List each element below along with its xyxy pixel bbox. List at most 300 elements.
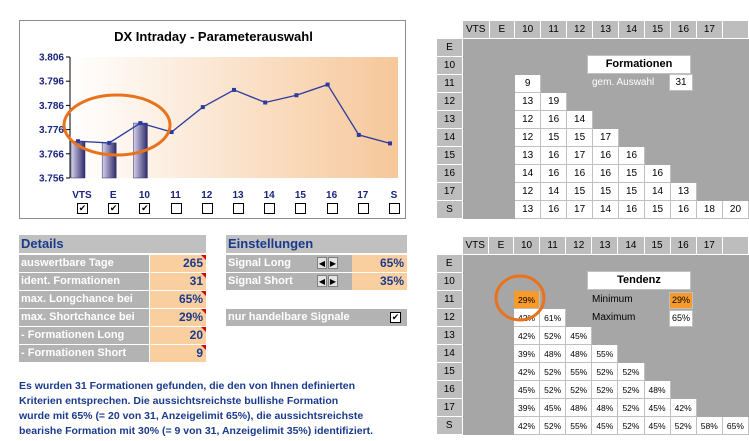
grid-empty-cell [696,291,722,309]
grid-empty-cell [541,75,567,93]
y-tick-label: 3.796 [38,76,64,88]
grid-empty-cell [670,111,696,129]
details-row [19,309,206,326]
grid-empty-cell [670,327,696,345]
grid-empty-cell [462,75,489,93]
grid-value-cell: 52% [540,363,566,381]
tradable-signals-label: nur handelbare Signale [226,309,407,326]
grid-value-cell: 20 [722,201,748,219]
grid-empty-cell [670,93,696,111]
grid-empty-cell [696,183,722,201]
grid-value-cell: 15 [593,183,619,201]
grid-empty-cell [489,93,515,111]
grid-empty-cell [670,147,696,165]
grid-empty-cell [566,309,592,327]
grid-row [437,345,749,363]
grid-empty-cell [722,57,748,75]
y-tick-label: 3.766 [38,149,64,161]
grid-value-cell: 16 [645,165,671,183]
grid-empty-cell [462,381,488,399]
grid-empty-cell [462,129,489,147]
y-tick-label: 3.786 [38,100,64,112]
settings-header: Einstellungen [226,235,407,253]
grid-empty-cell [722,129,748,147]
grid-empty-cell [462,417,488,435]
comment-marker [201,309,206,314]
grid-value-cell: 15 [567,129,593,147]
y-tick-label: 3.806 [38,52,64,64]
grid-col-header: 13 [593,21,619,39]
grid-value-cell: 48% [566,399,592,417]
grid-empty-cell [670,345,696,363]
details-label: max. Shortchance bei [19,309,149,326]
bar-VTS [71,141,85,178]
grid-empty-cell [462,345,488,363]
grid-empty-cell [722,255,748,273]
grid-value-cell: 52% [618,417,644,435]
grid-value-cell: 14 [645,183,671,201]
grid-row-header: 11 [437,75,463,93]
formations-grid [436,20,749,219]
grid-empty-cell [488,291,513,309]
grid-value-cell: 12 [515,111,541,129]
grid-empty-cell [696,93,722,111]
signal-long-label: Signal Long [226,255,352,272]
data-point [232,88,236,92]
grid-value-cell: 52% [618,363,644,381]
grid-empty-cell [645,39,671,57]
grid-row-header: 13 [437,327,463,345]
grid-col-header [722,237,748,255]
grid-value-cell: 16 [619,147,645,165]
grid-value-cell: 17 [567,147,593,165]
grid-value-cell: 52% [566,381,592,399]
grid-empty-cell [462,39,489,57]
tendency-max-value: 65% [669,310,693,327]
grid-empty-cell [645,111,671,129]
grid-col-header: VTS [462,21,489,39]
grid-value-cell: 15 [567,183,593,201]
category-checkboxes [20,203,407,215]
grid-empty-cell [593,39,619,57]
grid-empty-cell [670,255,696,273]
grid-empty-cell [462,147,489,165]
grid-empty-cell [644,309,670,327]
grid-value-cell: 16 [541,147,567,165]
tradable-signals-checkbox[interactable]: ✔ [391,312,400,322]
grid-row [437,255,749,273]
grid-empty-cell [619,129,645,147]
grid-empty-cell [462,309,488,327]
category-checkbox-12[interactable] [202,203,213,214]
grid-row-header: E [437,39,463,57]
grid-empty-cell [488,273,513,291]
grid-empty-cell [462,363,488,381]
grid-empty-cell [462,255,488,273]
chart-panel [19,20,406,219]
grid-value-cell: 52% [540,381,566,399]
grid-empty-cell [644,327,670,345]
x-tick-label: 10 [138,190,150,201]
grid-empty-cell [696,399,722,417]
grid-empty-cell [696,381,722,399]
grid-empty-cell [515,57,541,75]
details-label: max. Longchance bei [19,291,149,308]
grid-row-header: 15 [437,363,463,381]
grid-col-header: VTS [462,237,488,255]
grid-row [437,381,749,399]
grid-value-cell: 12 [515,129,541,147]
grid-empty-cell [488,327,513,345]
grid-empty-cell [488,417,513,435]
category-checkbox-17[interactable] [358,203,369,214]
grid-empty-cell [696,165,722,183]
grid-empty-cell [722,381,748,399]
grid-empty-cell [696,129,722,147]
grid-value-cell: 17 [593,129,619,147]
grid-value-cell: 14 [593,201,619,219]
data-point [107,141,111,145]
grid-row [437,165,749,183]
grid-col-header: E [489,21,515,39]
grid-value-cell: 13 [515,201,541,219]
grid-value-cell: 12 [515,183,541,201]
details-row [19,291,206,308]
grid-empty-cell [488,309,513,327]
grid-empty-cell [722,111,748,129]
grid-value-cell: 29% [513,291,539,309]
grid-value-cell: 13 [670,183,696,201]
grid-empty-cell [722,309,748,327]
grid-value-cell: 16 [541,111,567,129]
grid-col-header: 10 [515,21,541,39]
details-value: 265 [150,255,206,272]
grid-value-cell: 16 [593,147,619,165]
grid-value-cell: 42% [513,327,539,345]
grid-value-cell: 16 [619,201,645,219]
details-label: ident. Formationen [19,273,149,290]
x-tick-label: 12 [201,190,213,201]
grid-value-cell: 48% [644,381,670,399]
formations-info-value: 31 [669,74,693,91]
data-point [263,100,267,104]
grid-empty-cell [489,39,515,57]
grid-empty-cell [722,291,748,309]
signal-short-label: Signal Short [226,273,352,290]
grid-col-header: 12 [566,237,592,255]
grid-empty-cell [645,147,671,165]
grid-empty-cell [619,111,645,129]
grid-row [437,327,749,345]
grid-empty-cell [722,399,748,417]
x-tick-label: VTS [72,190,92,201]
category-checkbox-11[interactable] [171,203,182,214]
grid-value-cell: 13 [515,93,541,111]
grid-empty-cell [462,327,488,345]
formations-info-label: gem. Auswahl [592,77,655,88]
grid-col-header: 17 [696,237,722,255]
grid-empty-cell [670,39,696,57]
signal-short-decrease-button[interactable]: ◀ [318,277,326,286]
grid-empty-cell [541,39,567,57]
grid-col-header: 14 [618,237,644,255]
tendency-min-value: 29% [669,292,693,309]
grid-row [437,147,749,165]
details-row [19,345,206,362]
details-value: 29% [150,309,206,326]
summary-line: wurde mit 65% (= 20 von 31, Anzeigelimit 65%), die aussichtsreichste [19,410,364,422]
x-tick-label: 11 [170,190,181,201]
grid-value-cell: 45% [644,399,670,417]
grid-col-header: 10 [513,237,539,255]
grid-col-header: 13 [592,237,618,255]
grid-empty-cell [489,147,515,165]
grid-empty-cell [618,327,644,345]
grid-empty-cell [696,345,722,363]
data-point [357,133,361,137]
grid-empty-cell [696,327,722,345]
grid-empty-cell [489,129,515,147]
grid-row-header: 10 [437,273,463,291]
grid-corner [437,237,463,255]
x-tick-label: 13 [232,190,244,201]
formations-info-title: Formationen [587,55,691,74]
x-tick-label: 17 [357,190,369,201]
grid-value-cell: 13 [515,147,541,165]
grid-empty-cell [540,255,566,273]
grid-value-cell: 14 [541,183,567,201]
grid-row [437,111,749,129]
data-point [294,93,298,97]
grid-empty-cell [645,129,671,147]
grid-empty-cell [513,273,539,291]
grid-empty-cell [670,165,696,183]
grid-value-cell: 42% [513,417,539,435]
grid-col-header [722,21,748,39]
grid-value-cell: 15 [645,201,671,219]
grid-value-cell: 65% [722,417,748,435]
y-tick-label: 3.756 [38,173,64,185]
grid-empty-cell [593,111,619,129]
grid-empty-cell [696,273,722,291]
grid-value-cell: 48% [566,345,592,363]
grid-empty-cell [593,93,619,111]
summary-line: Kriterien entsprechen. Die aussichtsreichste bullishe Formation [19,395,339,407]
grid-empty-cell [488,363,513,381]
grid-col-header: 14 [619,21,645,39]
grid-empty-cell [540,291,566,309]
grid-empty-cell [489,75,515,93]
grid-empty-cell [488,399,513,417]
grid-empty-cell [462,93,489,111]
grid-empty-cell [567,75,593,93]
grid-empty-cell [515,39,541,57]
grid-value-cell: 52% [618,399,644,417]
grid-empty-cell [696,39,722,57]
grid-col-header: 17 [696,21,722,39]
grid-empty-cell [645,93,671,111]
grid-empty-cell [696,147,722,165]
signal-long-increase-button[interactable]: ▶ [329,259,337,268]
grid-empty-cell [670,363,696,381]
grid-empty-cell [722,273,748,291]
grid-empty-cell [618,255,644,273]
category-checkbox-10[interactable]: ✔ [141,203,149,213]
grid-empty-cell [696,255,722,273]
grid-value-cell: 48% [592,399,618,417]
grid-row-header: 16 [437,165,463,183]
grid-empty-cell [722,147,748,165]
grid-empty-cell [722,165,748,183]
grid-row [437,39,749,57]
grid-value-cell: 55% [592,345,618,363]
grid-row-header: 15 [437,147,463,165]
data-point [138,121,142,125]
data-point [326,83,330,87]
grid-row [437,201,749,219]
grid-value-cell: 55% [566,363,592,381]
grid-col-header: 15 [645,21,671,39]
grid-empty-cell [670,129,696,147]
grid-row [437,183,749,201]
grid-row [437,93,749,111]
grid-value-cell: 52% [670,417,696,435]
grid-value-cell: 17 [567,201,593,219]
grid-value-cell: 45% [566,327,592,345]
signal-short-increase-button[interactable]: ▶ [329,277,337,286]
grid-value-cell: 52% [592,363,618,381]
grid-row-header: 13 [437,111,463,129]
grid-value-cell: 52% [540,327,566,345]
grid-col-header: 16 [670,237,696,255]
grid-empty-cell [644,363,670,381]
grid-value-cell: 45% [513,381,539,399]
grid-col-header: 11 [541,21,567,39]
grid-empty-cell [541,57,567,75]
grid-value-cell: 15 [619,183,645,201]
grid-empty-cell [619,93,645,111]
grid-value-cell: 14 [567,111,593,129]
grid-row [437,363,749,381]
grid-value-cell: 45% [540,399,566,417]
details-value: 65% [150,291,206,308]
grid-value-cell: 52% [592,381,618,399]
grid-row-header: 12 [437,93,463,111]
grid-empty-cell [462,111,489,129]
comment-marker [201,255,206,260]
grid-empty-cell [722,75,748,93]
grid-empty-cell [489,183,515,201]
details-label: - Formationen Long [19,327,149,344]
grid-value-cell: 16 [541,201,567,219]
grid-empty-cell [462,165,489,183]
grid-value-cell: 19 [541,93,567,111]
data-point [170,130,174,134]
category-checkbox-16[interactable] [327,203,338,214]
grid-empty-cell [592,327,618,345]
grid-value-cell: 55% [566,417,592,435]
grid-col-header: 12 [567,21,593,39]
tendency-info-title: Tendenz [587,271,691,290]
grid-empty-cell [489,111,515,129]
grid-value-cell: 16 [670,201,696,219]
summary-line: bearishe Formation mit 30% (= 9 von 31, Anzeigelimit 35%) identifiziert. [19,425,374,437]
grid-value-cell: 58% [696,417,722,435]
grid-empty-cell [567,39,593,57]
signal-long-decrease-button[interactable]: ◀ [318,259,326,268]
signal-long-value: 65% [352,255,407,272]
data-point [201,105,205,109]
grid-empty-cell [488,345,513,363]
signal-short-value: 35% [352,273,407,290]
grid-row-header: 10 [437,57,463,75]
grid-empty-cell [462,57,489,75]
comment-marker [201,345,206,350]
grid-value-cell: 9 [515,75,541,93]
grid-empty-cell [592,255,618,273]
grid-value-cell: 15 [541,129,567,147]
bar-10 [133,123,147,178]
grid-empty-cell [619,39,645,57]
grid-empty-cell [696,111,722,129]
category-checkbox-VTS[interactable]: ✔ [78,203,87,213]
grid-empty-cell [462,183,489,201]
grid-value-cell: 14 [515,165,541,183]
grid-row-header: 14 [437,345,463,363]
grid-empty-cell [670,381,696,399]
category-checkbox-14[interactable] [264,203,275,214]
grid-empty-cell [644,291,670,309]
grid-empty-cell [696,57,722,75]
details-row [19,273,206,290]
grid-empty-cell [696,363,722,381]
grid-value-cell: 42% [513,363,539,381]
x-tick-label: S [390,190,398,201]
category-checkbox-13[interactable] [233,203,244,214]
y-tick-label: 3.776 [38,125,64,137]
category-checkbox-E[interactable]: ✔ [109,203,118,213]
tendency-min-label: Minimum [592,294,633,305]
grid-value-cell: 15 [619,165,645,183]
comment-marker [201,273,206,278]
comment-marker [201,327,206,332]
grid-row-header: 12 [437,309,463,327]
grid-empty-cell [722,183,748,201]
details-row [19,327,206,344]
grid-value-cell: 39% [513,345,539,363]
grid-value-cell: 45% [644,417,670,435]
grid-empty-cell [488,255,513,273]
details-label: - Formationen Short [19,345,149,362]
grid-empty-cell [540,273,566,291]
grid-empty-cell [722,39,748,57]
grid-row-header: 11 [437,291,463,309]
grid-empty-cell [618,345,644,363]
grid-row-header: E [437,255,463,273]
price-chart [20,21,407,220]
grid-value-cell: 16 [541,165,567,183]
grid-empty-cell [696,75,722,93]
category-checkbox-S[interactable] [389,203,400,214]
grid-empty-cell [722,93,748,111]
grid-empty-cell [462,273,488,291]
grid-row-header: 17 [437,399,463,417]
category-checkbox-15[interactable] [295,203,306,214]
data-point [388,141,392,145]
grid-row [437,129,749,147]
details-row [19,255,206,272]
grid-value-cell: 52% [618,381,644,399]
